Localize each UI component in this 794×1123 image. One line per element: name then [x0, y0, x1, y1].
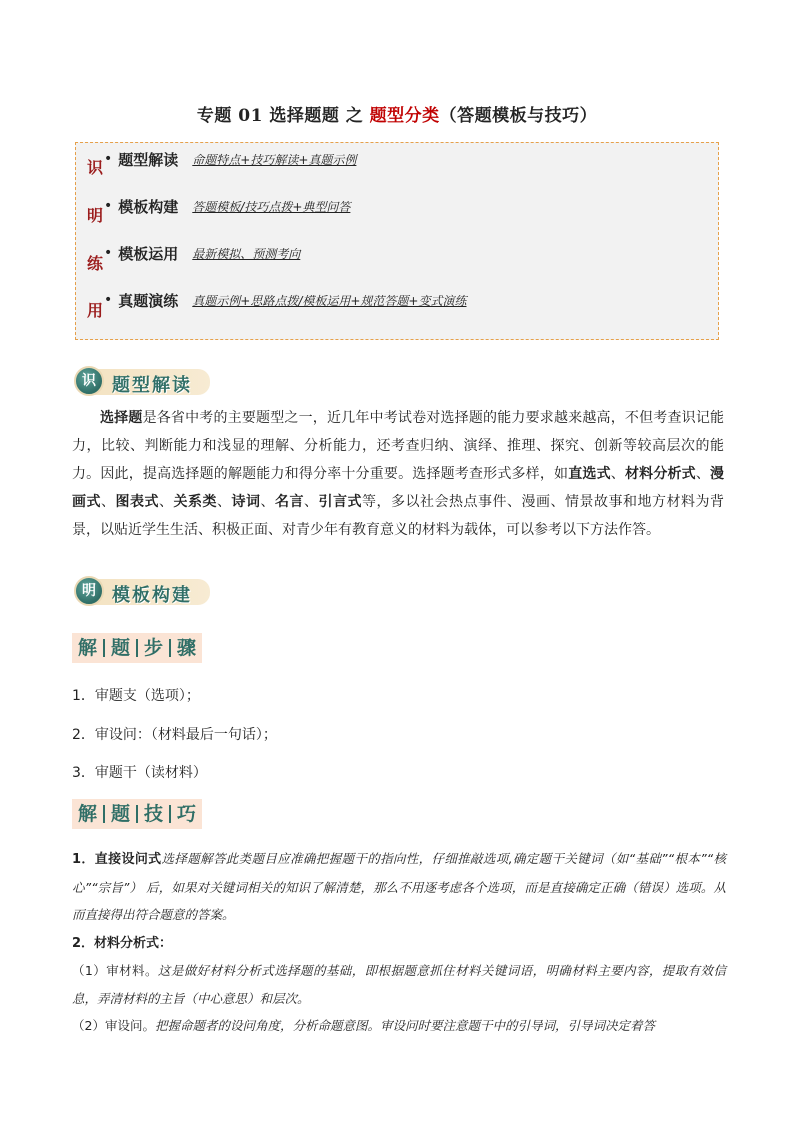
tip-paragraph	[72, 845, 726, 929]
step-item: 2．审设问：（材料最后一句话）；	[72, 727, 277, 743]
title-prefix: 专题 01 选择题题 之	[196, 106, 370, 126]
intro-bold: 漫画式	[72, 466, 725, 510]
overview-label: 模板构建	[118, 197, 179, 216]
title-highlight: 题型分类	[369, 106, 440, 126]
section-badge-icon: 识	[74, 366, 104, 396]
tip-head: （2）审设问。	[72, 1018, 155, 1033]
tip-head: （1）审材料。	[72, 963, 158, 978]
overview-label: 题型解读	[118, 150, 179, 169]
step-item: 3．审题干（读材料）	[72, 765, 207, 781]
overview-label: 真题演练	[118, 291, 179, 310]
intro-bold: 关系类	[173, 494, 217, 510]
side-letter: 识	[86, 158, 103, 177]
side-letter: 用	[86, 301, 103, 320]
intro-sep: 、	[610, 466, 625, 482]
overview-desc: 最新模拟、预测考向	[192, 246, 301, 261]
intro-bold: 选择题	[100, 410, 143, 426]
intro-sep: 、	[695, 466, 711, 482]
overview-item	[104, 149, 356, 169]
step-item: 1．审题支（选项）；	[72, 688, 200, 704]
intro-bold: 诗词	[231, 494, 261, 510]
tip-text: 选择题解答此类题目应准确把握题干的指向性，仔细推敲选项,确定题干关键词（如“基础”“根本”“核心”“宗旨”） 后，如果对关键词相关的知识了解清楚，那么不用逐考虑各个选项，而是直接确定正确（错误）选项。从而直接得出符合题意的答案。	[72, 851, 726, 922]
intro-text: 是各省中考的主要题型之一，近几年中考试卷对选择题的能力要求越来越高，不但考查识记能力，比较、判断能力和浅显的理解、分析能力，还考查归纳、演绎、推理、探究、创新等较高层次的能力。因此，提高选择题的解题能力和得分率十分重要。选择题考查形式多样，如	[72, 410, 725, 482]
bullet-icon: •	[104, 151, 113, 167]
tip-lead: 2．材料分析式：	[72, 935, 173, 951]
bullet-icon: •	[104, 198, 113, 214]
intro-bold: 引言式	[318, 494, 362, 510]
intro-sep: 、	[304, 494, 319, 510]
overview-desc: 命题特点+技巧解读+真题示例	[192, 152, 357, 167]
overview-item	[104, 243, 300, 263]
bullet-icon: •	[104, 245, 113, 261]
side-letter: 明	[86, 206, 103, 225]
tip-paragraph	[72, 1012, 726, 1040]
section-header-interpretation	[72, 364, 214, 400]
section-title: 模板构建	[112, 585, 192, 606]
overview-desc: 真题示例+思路点拨/模板运用+规范答题+变式演练	[192, 293, 467, 308]
page-title	[0, 101, 794, 126]
overview-label: 模板运用	[118, 244, 179, 263]
intro-bold: 材料分析式	[624, 466, 696, 482]
steps-header-char: 步	[144, 637, 164, 659]
tip-paragraph	[72, 929, 726, 958]
tips-header-char: 题	[111, 803, 131, 825]
overview-desc: 答题模板/技巧点拨+典型问答	[192, 199, 351, 214]
intro-sep: 、	[217, 494, 232, 510]
intro-sep: 、	[159, 494, 174, 510]
tips-header-char: 巧	[177, 803, 197, 825]
tips-header-char: 技	[144, 803, 164, 825]
section-title: 题型解读	[112, 375, 192, 396]
intro-bold: 图表式	[115, 494, 159, 510]
steps-header-char: 题	[111, 637, 131, 659]
intro-paragraph	[72, 404, 724, 544]
tip-text: 把握命题者的设问角度，分析命题意图。审设问时要注意题干中的引导词，引导词决定着答	[154, 1018, 655, 1033]
side-letter: 练	[86, 254, 103, 273]
intro-sep: 、	[101, 494, 116, 510]
steps-header-char: 解	[78, 637, 98, 659]
title-suffix: （答题模板与技巧）	[439, 106, 598, 126]
intro-text: 等，多以社会热点事件、漫画、情景故事和地方材料为背景，以贴近学生生活、积极正面、对青少年有教育意义的材料为载体，可以参考以下方法作答。	[72, 494, 724, 538]
overview-item	[104, 196, 350, 216]
tips-header-char: 解	[78, 803, 98, 825]
steps-header-char: 骤	[177, 637, 197, 659]
tip-text: 这是做好材料分析式选择题的基础，即根据题意抓住材料关键词语，明确材料主要内容，提取有效信息，弄清材料的主旨（中心意思）和层次。	[72, 963, 726, 1006]
bullet-icon: •	[104, 292, 113, 308]
intro-bold: 名言	[275, 494, 304, 510]
steps-header	[72, 633, 202, 663]
intro-sep: 、	[260, 494, 275, 510]
tips-body	[72, 845, 726, 1040]
section-badge-icon: 明	[74, 576, 104, 606]
overview-box	[75, 142, 719, 340]
tips-header	[72, 799, 202, 829]
tip-paragraph	[72, 957, 726, 1012]
section-header-template	[72, 574, 214, 610]
intro-bold: 直选式	[568, 466, 611, 482]
tip-lead: 1．直接设问式	[72, 852, 162, 867]
overview-item	[104, 290, 467, 310]
